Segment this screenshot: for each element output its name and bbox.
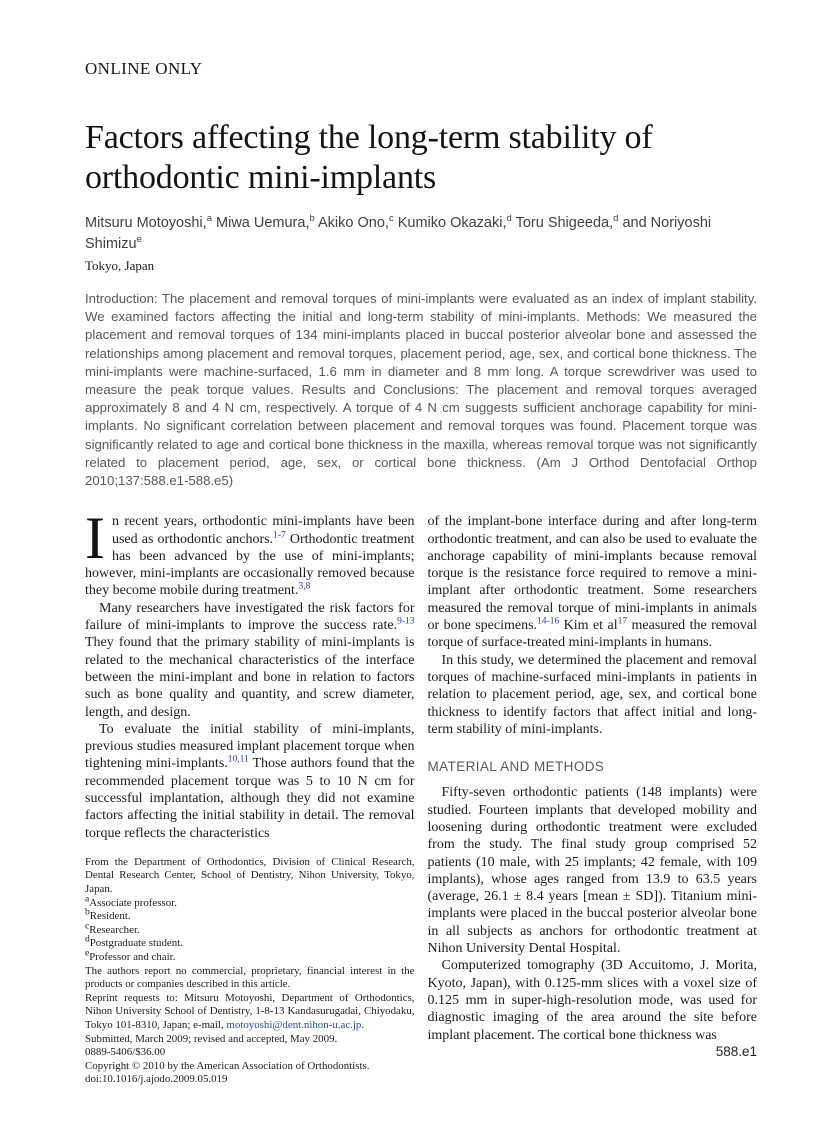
citation-reference[interactable]: 17 [617, 616, 628, 627]
affiliation-mark: d [506, 213, 512, 225]
footnote-block [85, 856, 415, 1087]
intro-paragraph-1 [85, 505, 415, 599]
page-number: 588.e1 [715, 1044, 757, 1059]
citation-reference[interactable]: 1-7 [273, 529, 286, 540]
affiliation-mark: b [309, 213, 315, 225]
intro-paragraph-3: To evaluate the initial stability of mini-implants, previous studies measured implant placement torque when tightening mini-implants.$^{10,11}$ Those authors found that the recommended placement torque was 5 to 10 N cm for successful implantation, although they did not examine factors affecting the initial stability in detail. The removal torque reflects the characteristics [85, 721, 415, 841]
affiliation-mark: a [206, 213, 212, 225]
methods-paragraph-1: Fifty-seven orthodontic patients (148 implants) were studied. Fourteen implants that developed mobility and loosening during orthodontic treatment were excluded from the study. The final study group comprised 52 patients (10 male, with 25 implants; 42 female, with 109 implants), whose ages ranged from 13.9 to 63.5 years (average, 26.1 ± 8.4 years [mean ± SD]). Titanium mini-implants were placed in the buccal posterior alveolar bone in all subjects as anchors for orthodontic treatment at Nihon University Dental Hospital. [427, 785, 757, 957]
right-column [428, 513, 758, 1088]
citation-reference[interactable]: 3,8 [298, 581, 311, 592]
drop-cap: I [85, 505, 105, 572]
footnote-role-c: $^c$Researcher. [85, 921, 140, 936]
affiliation-mark: e [85, 948, 90, 959]
affiliation-mark: d [85, 934, 90, 945]
article-title: Factors affecting the long-term stability of orthodontic mini-implants [85, 119, 653, 196]
section-heading-material-and-methods: MATERIAL AND METHODS [427, 759, 605, 775]
author-location: Tokyo, Japan [85, 258, 155, 273]
affiliation-mark: c [85, 921, 90, 932]
intro-paragraph-1-text: n recent years, orthodontic mini-implants have been used as orthodontic anchors.$^{1-7}$ Orthodontic treatment has been advanced by the use of mini-implants; however, mini-implants are occasionally removed because they become mobile during treatment.$^{3,8}$ [85, 514, 415, 599]
study-aim-paragraph: In this study, we determined the placement and removal torques of machine-surfaced mini-implants in patients in relation to placement period, age, sex, and cortical bone thickness to identify factors that affect initial and long-term stability of mini-implants. [427, 652, 757, 737]
abstract-text: Introduction: The placement and removal torques of mini-implants were evaluated as an index of implant stability. We examined factors affecting the initial and long-term stability of mini-implants. Methods: We measured the placement and removal torques of 134 mini-implants placed in buccal posterior alveolar bone and assessed the relationships among placement and removal torques, placement period, age, sex, and cortical bone thickness. The mini-implants were machine-surfaced, 1.6 mm in diameter and 8 mm long. A torque screwdriver was used to measure the peak torque values. Results and Conclusions: The placement and removal torques averaged approximately 8 and 4 N cm, respectively. A torque of 4 N cm suggests sufficient anchorage capability for mini-implants. No significant correlation between placement and removal torques was found. Placement torque was significantly related to age and cortical bone thickness in the maxilla, whereas removal torque was not significantly related to placement period, age, sex, or cortical bone thickness. (Am J Orthod Dentofacial Orthop 2010;137:588.e1-588.e5) [85, 291, 757, 489]
left-column [85, 505, 415, 1088]
footnote-issn-price: 0889-5406/$36.00 [85, 1046, 166, 1059]
citation-reference[interactable]: 10,11 [227, 754, 249, 765]
two-column-body [85, 505, 757, 1088]
methods-paragraph-2: Computerized tomography (3D Accuitomo, J. Morita, Kyoto, Japan), with 0.125-mm slices with a voxel size of 0.125 mm in super-high-resolution mode, was used for diagnostic imaging of the area around the site before implant placement. The cortical bone thickness was [427, 958, 757, 1043]
affiliation-mark: d [613, 213, 619, 225]
online-only-banner: ONLINE ONLY [85, 59, 203, 78]
footnote-role-b: $^b$Resident. [85, 907, 131, 923]
footnote-disclosure: The authors report no commercial, proprietary, financial interest in the products or companies described in this article. [85, 964, 415, 991]
footnote-role-d: $^d$Postgraduate student. [85, 934, 183, 950]
affiliation-mark: b [85, 907, 90, 918]
footnote-role-e: $^e$Professor and chair. [85, 948, 176, 964]
body-paragraph-continuation: of the implant-bone interface during and after long-term orthodontic treatment, and can also be used to evaluate the anchorage capability of mini-implants because removal torque is the resistance force required to remove a mini-implant after orthodontic treatment. Some researchers measured the removal torque of mini-implants in animals or bone specimens.$^{14-16}$ Kim et al$^{17}$ measured the removal torque of surface-treated mini-implants in humans. [427, 514, 757, 651]
intro-paragraph-2: Many researchers have investigated the risk factors for failure of mini-implants to improve the success rate.$^{9-13}$ They found that the primary stability of mini-implants is related to the mechanical characteristics of the interface between the mini-implant and bone in relation to factors such as bone quality and quantity, and screw diameter, length, and design. [85, 600, 415, 720]
affiliation-mark: a [85, 894, 90, 905]
affiliation-mark: c [388, 213, 394, 225]
footnote-copyright: Copyright © 2010 by the American Association of Orthodontists. [85, 1059, 370, 1072]
author-line: Mitsuru Motoyoshi,$^a$ Miwa Uemura,$^b$ Akiko Ono,$^c$ Kumiko Okazaki,$^d$ Toru Shigeeda,$^d$ and Noriyoshi Shimizu$^e$ [85, 213, 712, 252]
footnote-submission-dates: Submitted, March 2009; revised and accepted, May 2009. [85, 1032, 338, 1045]
footnote-reprint-requests: Reprint requests to: Mitsuru Motoyoshi, Department of Orthodontics, Nihon University School of Dentistry, 1-8-13 Kandasurugadai, Chiyodaku, Tokyo 101-8310, Japan; e-mail, motoyoshi@dent.nihon-u.ac.jp. [85, 991, 415, 1031]
footnote-role-a: $^a$Associate professor. [85, 894, 177, 909]
email-link[interactable]: motoyoshi@dent.nihon-u.ac.jp [226, 1019, 362, 1031]
footnote-doi: doi:10.1016/j.ajodo.2009.05.019 [85, 1073, 228, 1086]
citation-reference[interactable]: 9-13 [397, 616, 415, 627]
affiliation-mark: e [136, 234, 142, 246]
footnote-affiliation: From the Department of Orthodontics, Division of Clinical Research, Dental Research Center, School of Dentistry, Nihon University, Tokyo, Japan. [85, 855, 415, 896]
citation-reference[interactable]: 14-16 [537, 616, 560, 627]
